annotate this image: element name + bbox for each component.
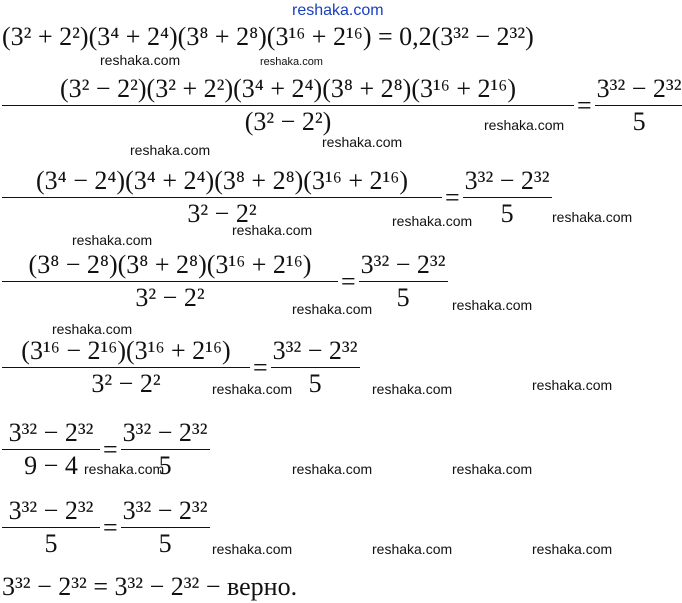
watermark: reshaka.com bbox=[532, 541, 613, 557]
numerator: 3³² − 2³² bbox=[2, 418, 100, 450]
step-2-rhs-fraction bbox=[595, 74, 682, 137]
denominator: 5 bbox=[44, 529, 58, 558]
equals-sign: = bbox=[445, 182, 460, 212]
denominator: 3² − 2² bbox=[135, 283, 205, 312]
equals-sign: = bbox=[341, 266, 356, 296]
equals-sign: = bbox=[577, 90, 592, 120]
step-4 bbox=[2, 250, 448, 313]
watermark: reshaka.com bbox=[52, 321, 133, 337]
watermark-top: reshaka.com bbox=[292, 2, 384, 19]
watermark: reshaka.com bbox=[372, 381, 453, 397]
step-3-rhs-fraction bbox=[463, 166, 552, 229]
watermark: reshaka.com bbox=[552, 209, 633, 225]
denominator: 5 bbox=[500, 199, 514, 228]
step-4-lhs-fraction bbox=[2, 250, 338, 313]
numerator: (3² − 2²)(3² + 2²)(3⁴ + 2⁴)(3⁸ + 2⁸)(3¹⁶ + 2¹⁶) bbox=[2, 74, 574, 106]
numerator: 3³² − 2³² bbox=[121, 496, 210, 528]
watermark: reshaka.com bbox=[322, 134, 403, 150]
equals-sign: = bbox=[253, 352, 268, 382]
watermark: reshaka.com bbox=[532, 377, 613, 393]
watermark: reshaka.com bbox=[84, 461, 165, 477]
final-conclusion: 3³² − 2³² = 3³² − 2³² − верно. bbox=[2, 572, 298, 601]
denominator: 5 bbox=[632, 107, 646, 136]
watermark: reshaka.com bbox=[100, 52, 181, 68]
numerator: (3¹⁶ − 2¹⁶)(3¹⁶ + 2¹⁶) bbox=[2, 336, 250, 368]
denominator: 3² − 2² bbox=[91, 369, 161, 398]
watermark: reshaka.com bbox=[484, 117, 565, 133]
watermark: reshaka.com bbox=[372, 541, 453, 557]
numerator: 3³² − 2³² bbox=[271, 336, 360, 368]
step-1-equation: (3² + 2²)(3⁴ + 2⁴)(3⁸ + 2⁸)(3¹⁶ + 2¹⁶) = 0,2(3³² − 2³²) bbox=[2, 22, 534, 51]
denominator: 5 bbox=[158, 529, 172, 558]
step-7-rhs-fraction bbox=[121, 496, 210, 559]
numerator: 3³² − 2³² bbox=[359, 250, 448, 282]
denominator: 5 bbox=[308, 369, 322, 398]
denominator: 3² − 2² bbox=[187, 199, 257, 228]
watermark: reshaka.com bbox=[452, 461, 533, 477]
watermark: reshaka.com bbox=[392, 213, 473, 229]
numerator: 3³² − 2³² bbox=[121, 418, 210, 450]
step-7-lhs-fraction bbox=[2, 496, 100, 559]
denominator: 5 bbox=[158, 451, 172, 480]
watermark: reshaka.com bbox=[232, 222, 313, 238]
denominator: 5 bbox=[396, 283, 410, 312]
numerator: 3³² − 2³² bbox=[2, 496, 100, 528]
step-3-lhs-fraction bbox=[2, 166, 442, 229]
watermark: reshaka.com bbox=[130, 142, 211, 158]
watermark: reshaka.com bbox=[260, 56, 323, 68]
denominator: 9 − 4 bbox=[24, 451, 78, 480]
step-5 bbox=[2, 336, 360, 399]
numerator: (3⁴ − 2⁴)(3⁴ + 2⁴)(3⁸ + 2⁸)(3¹⁶ + 2¹⁶) bbox=[2, 166, 442, 198]
numerator: 3³² − 2³² bbox=[463, 166, 552, 198]
watermark: reshaka.com bbox=[452, 297, 533, 313]
numerator: (3⁸ − 2⁸)(3⁸ + 2⁸)(3¹⁶ + 2¹⁶) bbox=[2, 250, 338, 282]
step-7 bbox=[2, 496, 210, 559]
watermark: reshaka.com bbox=[212, 541, 293, 557]
equals-sign: = bbox=[103, 512, 118, 542]
watermark: reshaka.com bbox=[212, 381, 293, 397]
watermark: reshaka.com bbox=[292, 301, 373, 317]
numerator: 3³² − 2³² bbox=[595, 74, 682, 106]
watermark: reshaka.com bbox=[72, 232, 153, 248]
watermark: reshaka.com bbox=[292, 461, 373, 477]
equals-sign: = bbox=[103, 434, 118, 464]
step-2 bbox=[2, 74, 682, 137]
denominator: (3² − 2²) bbox=[244, 107, 332, 136]
